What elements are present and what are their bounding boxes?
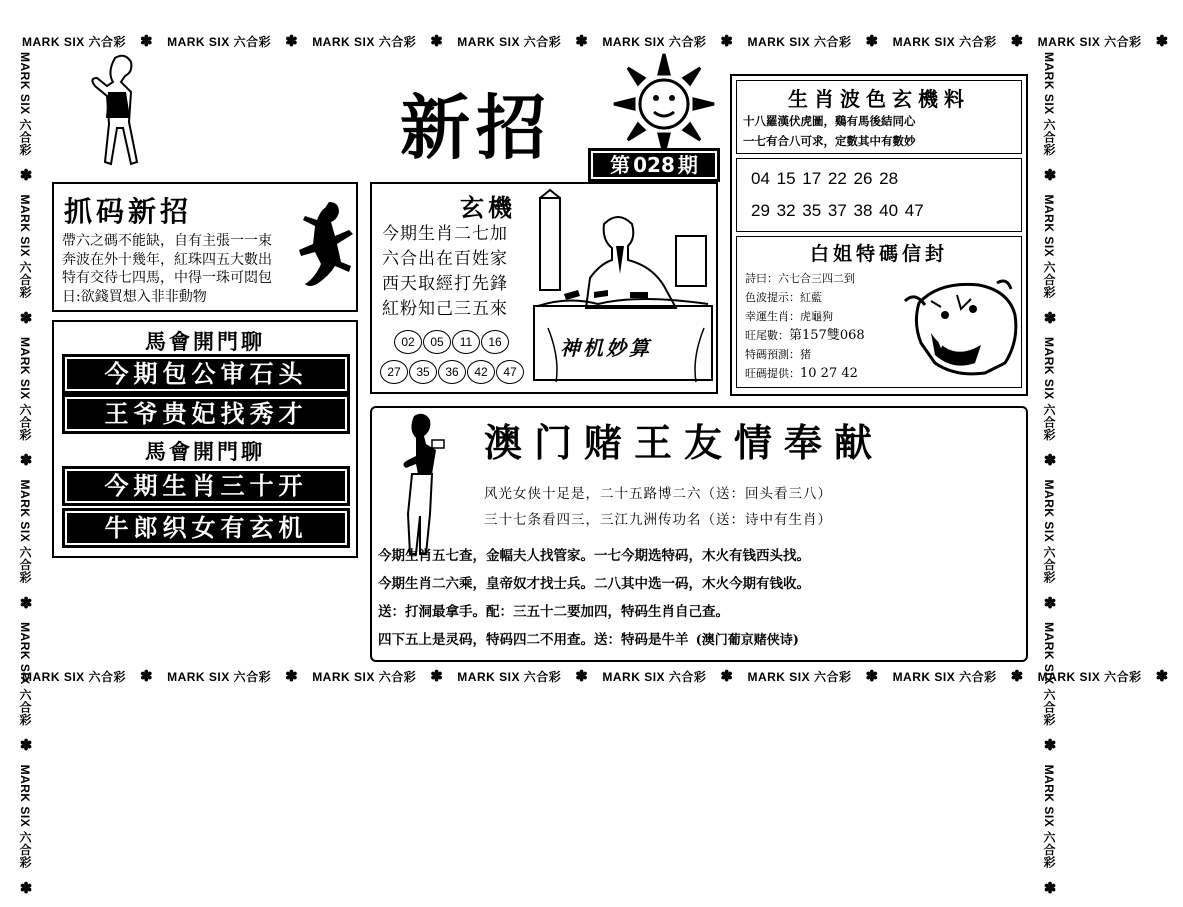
baiji-row-key: 色波提示： (745, 291, 800, 304)
flower-icon: ✽ (140, 33, 154, 50)
border-mark-six-label: MARK SIX 六合彩 (1042, 52, 1056, 157)
number-ball: 05 (423, 330, 451, 354)
zhuama-line: 日:欲錢買想入非非動物 (62, 288, 207, 305)
flower-icon: ✽ (1041, 593, 1058, 613)
issue-prefix: 第 (610, 153, 631, 177)
flower-icon: ✽ (17, 166, 34, 185)
gambler-credit: (澳门葡京赌侠诗) (695, 633, 799, 648)
xuanji-lines (382, 222, 508, 322)
flower-icon: ✽ (720, 33, 734, 50)
baiji-row-value: 六七合三四二到 (778, 272, 855, 285)
flower-icon: ✽ (1155, 33, 1169, 50)
number-ball: 47 (496, 360, 524, 384)
baiji-row-key: 幸運生肖： (745, 310, 800, 323)
horse1-bar-1: 今期包公审石头 (62, 354, 350, 394)
horse-box (52, 320, 358, 558)
flower-icon: ✽ (140, 668, 154, 685)
gambler-title: 澳门赌王友情奉献 (484, 420, 885, 465)
flower-icon: ✽ (1041, 166, 1058, 185)
border-mark-six-label: MARK SIX 六合彩 (22, 670, 127, 684)
xuanji-line: 六合出在百姓家 (382, 249, 508, 269)
gambler-verse-1: 风光女侠十足是，二十五路博二六（送：回头看三八） (484, 486, 832, 502)
baiji-row-value: 紅藍 (800, 291, 822, 304)
flower-icon: ✽ (17, 308, 34, 328)
border-mark-six-label: MARK SIX 六合彩 (1037, 35, 1142, 49)
woman-figure (390, 410, 450, 560)
dancer-figure (70, 50, 160, 170)
ball-row-1 (394, 330, 510, 354)
gambler-line-2: 今期生肖二六乘，皇帝奴才找士兵。二八其中选一码，木火今期有钱收。 (378, 576, 810, 592)
gambler-box (370, 406, 1028, 662)
flower-icon: ✽ (17, 593, 34, 613)
shengxiao-line-1: 十八羅漢伏虎圖，鷄有馬後結同心 (743, 114, 916, 128)
xuanji-line: 西天取經打先鋒 (382, 274, 508, 294)
border-mark-six-label: MARK SIX 六合彩 (18, 52, 32, 157)
baiji-row-key: 特碼預測： (745, 348, 800, 361)
border-mark-six-label: MARK SIX 六合彩 (602, 35, 707, 49)
number-ball: 27 (380, 360, 408, 384)
flower-icon: ✽ (17, 451, 34, 470)
flower-icon: ✽ (1041, 736, 1058, 755)
flower-icon: ✽ (1010, 668, 1024, 685)
horse2-title: 馬會開門聊 (145, 439, 265, 464)
baiji-rows (745, 269, 865, 383)
baiji-row-key: 旺碼提供： (745, 367, 800, 380)
numbers-row-2: 29 32 35 37 38 40 47 (751, 201, 924, 220)
flower-icon: ✽ (1010, 33, 1024, 50)
border-top (22, 32, 1169, 50)
baiji-row (745, 326, 865, 345)
border-mark-six-label: MARK SIX 六合彩 (892, 35, 997, 49)
border-mark-six-label: MARK SIX 六合彩 (312, 670, 417, 684)
flower-icon: ✽ (865, 668, 879, 685)
border-mark-six-label: MARK SIX 六合彩 (747, 35, 852, 49)
gambler-verse-2: 三十七条看四三，三江九洲传功名（送：诗中有生肖） (484, 512, 832, 528)
baiji-row-value: 第157雙068 (789, 328, 865, 343)
baiji-row-value: 猪 (800, 348, 811, 361)
flower-icon: ✽ (575, 668, 589, 685)
flower-icon: ✽ (575, 33, 589, 50)
flower-icon: ✽ (17, 736, 34, 755)
border-mark-six-label: MARK SIX 六合彩 (312, 35, 417, 49)
issue-number: 028 (633, 153, 675, 177)
ball-row-2 (380, 360, 525, 384)
border-mark-six-label: MARK SIX 六合彩 (167, 670, 272, 684)
border-mark-six-label: MARK SIX 六合彩 (1042, 337, 1056, 442)
page-title: 新招 (400, 86, 552, 169)
shengxiao-box (730, 74, 1028, 396)
border-mark-six-label: MARK SIX 六合彩 (1042, 479, 1056, 584)
flower-icon: ✽ (865, 33, 879, 50)
border-right (1040, 52, 1058, 898)
border-mark-six-label: MARK SIX 六合彩 (1042, 194, 1056, 299)
flower-icon: ✽ (17, 878, 34, 898)
baiji-row (745, 307, 865, 326)
border-mark-six-label: MARK SIX 六合彩 (1042, 622, 1056, 727)
flower-icon: ✽ (430, 33, 444, 50)
border-mark-six-label: MARK SIX 六合彩 (18, 194, 32, 299)
zhuama-box (52, 182, 358, 312)
shengxiao-line-2: 一七有合八可求，定數其中有數妙 (743, 134, 916, 148)
baiji-row-key: 詩曰： (745, 272, 778, 285)
border-bottom (22, 667, 1169, 685)
gambler-line-1: 今期生肖五七查，金幅夫人找管家。一七今期选特码，木火有钱西头找。 (378, 548, 810, 564)
gambler-line-3: 送：打洞最拿手。配：三五十二要加四，特码生肖自己查。 (378, 604, 729, 620)
horse2-bar-1: 今期生肖三十开 (62, 466, 350, 506)
lizard-icon (289, 198, 359, 298)
numbers-row-1: 04 15 17 22 26 28 (751, 169, 899, 188)
number-ball: 11 (452, 330, 480, 354)
sun-icon (612, 52, 716, 156)
flower-icon: ✽ (720, 668, 734, 685)
horse1-title: 馬會開門聊 (145, 329, 265, 354)
number-ball: 35 (409, 360, 437, 384)
issue-suffix: 期 (677, 153, 698, 177)
baiji-row (745, 288, 865, 307)
border-mark-six-label: MARK SIX 六合彩 (892, 670, 997, 684)
border-mark-six-label: MARK SIX 六合彩 (457, 670, 562, 684)
baiji-row-value: 虎龜狗 (800, 310, 833, 323)
border-mark-six-label: MARK SIX 六合彩 (18, 479, 32, 584)
border-mark-six-label: MARK SIX 六合彩 (747, 670, 852, 684)
zhuama-lines (62, 232, 272, 306)
border-mark-six-label: MARK SIX 六合彩 (18, 622, 32, 727)
baiji-row-value: 10 27 42 (800, 366, 858, 381)
gambler-line-4: 四下五上是灵码，特码四二不用查。送：特码是牛羊 (378, 632, 689, 648)
zhuama-line: 奔波在外十幾年，紅珠四五大數出 (62, 251, 272, 268)
flower-icon: ✽ (285, 33, 299, 50)
xuanji-box (370, 182, 718, 394)
baiji-row (745, 345, 865, 364)
baiji-row (745, 364, 865, 383)
border-mark-six-label: MARK SIX 六合彩 (1037, 670, 1142, 684)
xuanji-line: 今期生肖二七加 (382, 224, 508, 244)
baiji-row-key: 旺尾數： (745, 329, 789, 342)
number-ball: 02 (394, 330, 422, 354)
horse2-bar-2: 牛郎织女有玄机 (62, 508, 350, 548)
border-mark-six-label: MARK SIX 六合彩 (18, 337, 32, 442)
issue-badge (588, 148, 720, 182)
tablecloth-text: 神机妙算 (560, 336, 652, 360)
border-mark-six-label: MARK SIX 六合彩 (1042, 764, 1056, 869)
zhuama-line: 特有交待七四馬，中得一珠可悶包 (62, 270, 272, 286)
number-ball: 36 (438, 360, 466, 384)
zhuama-line: 帶六之碼不能缺，自有主張一一束 (62, 233, 272, 249)
xuanji-title: 玄機 (460, 193, 516, 222)
tiger-icon (901, 273, 1019, 377)
border-mark-six-label: MARK SIX 六合彩 (602, 670, 707, 684)
flower-icon: ✽ (430, 668, 444, 685)
border-left (16, 52, 34, 898)
horse1-bar-2: 王爷贵妃找秀才 (62, 394, 350, 434)
border-mark-six-label: MARK SIX 六合彩 (18, 764, 32, 869)
border-mark-six-label: MARK SIX 六合彩 (22, 35, 127, 49)
flower-icon: ✽ (1041, 451, 1058, 470)
border-mark-six-label: MARK SIX 六合彩 (167, 35, 272, 49)
number-ball: 16 (481, 330, 509, 354)
border-mark-six-label: MARK SIX 六合彩 (457, 35, 562, 49)
baiji-row (745, 269, 865, 288)
flower-icon: ✽ (1041, 878, 1058, 898)
baiji-title: 白姐特碼信封 (809, 243, 948, 265)
zhuama-title: 抓码新招 (64, 195, 193, 228)
flower-icon: ✽ (285, 668, 299, 685)
flower-icon: ✽ (1041, 308, 1058, 328)
number-ball: 42 (467, 360, 495, 384)
shengxiao-title: 生肖波色玄機料 (788, 87, 970, 111)
flower-icon: ✽ (1155, 668, 1169, 685)
xuanji-line: 紅粉知己三五來 (382, 299, 508, 319)
